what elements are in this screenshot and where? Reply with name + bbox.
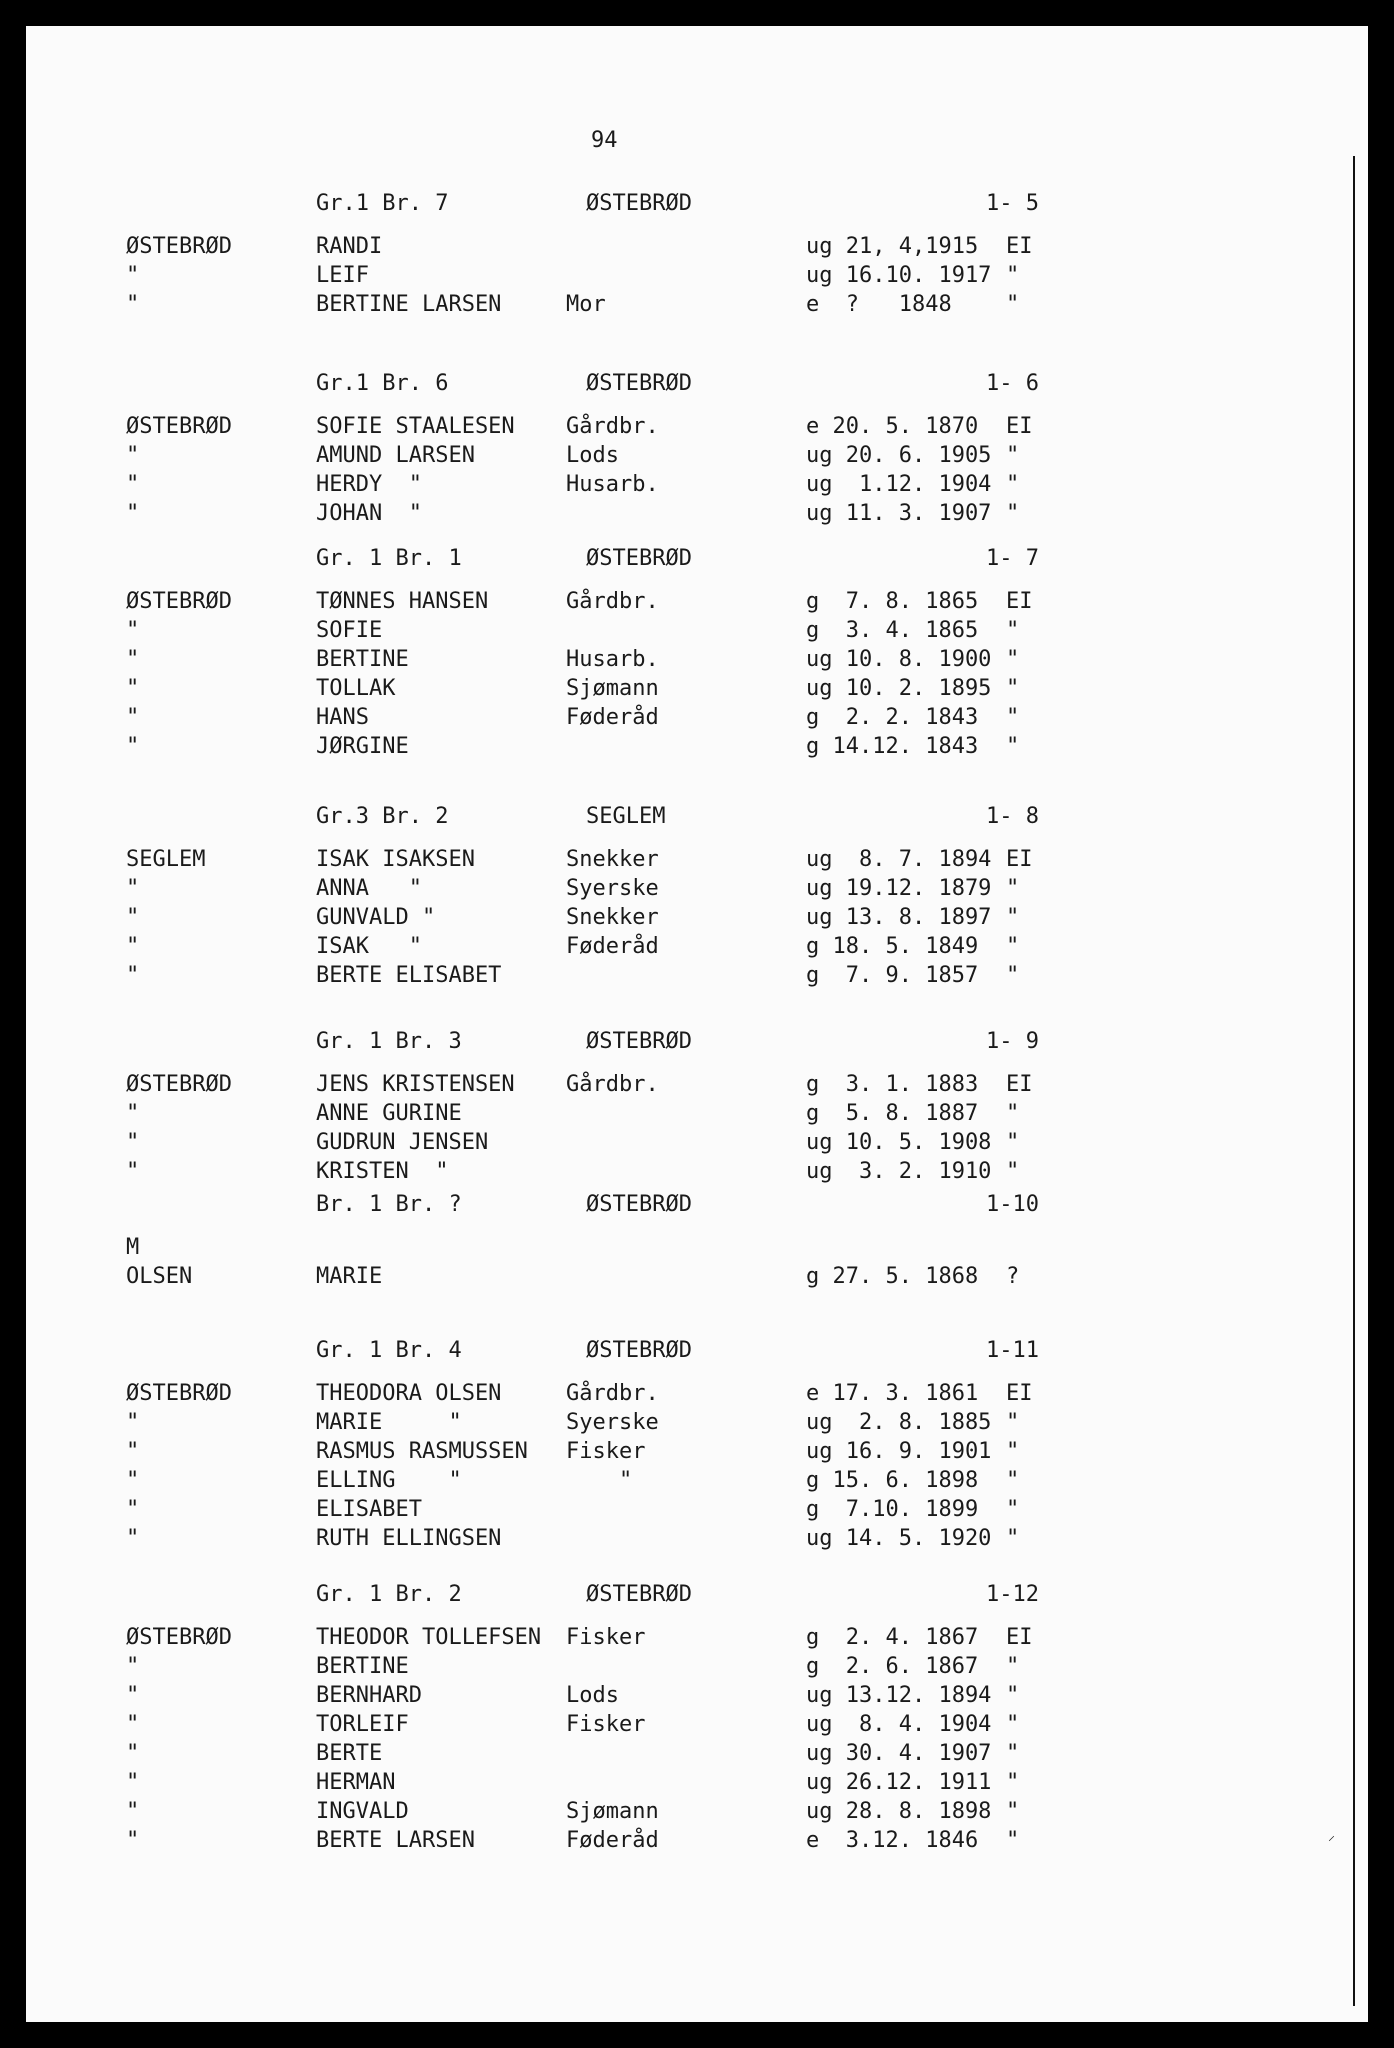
row-birth-date: g 18. 5. 1849	[806, 934, 979, 959]
row-birth-date: ug 19.12. 1879	[806, 876, 992, 901]
row-ref: "	[1006, 676, 1020, 701]
row-birth-date: e 17. 3. 1861	[806, 1381, 979, 1406]
row-place: "	[126, 1468, 140, 1493]
row-name: JOHAN "	[316, 501, 422, 526]
row-ref: "	[1006, 1130, 1020, 1155]
row-place: ØSTEBRØD	[126, 589, 232, 614]
row-name: ELISABET	[316, 1497, 422, 1522]
row-ref: "	[1006, 1410, 1020, 1435]
row-birth-date: g 2. 6. 1867	[806, 1654, 979, 1679]
row-place: "	[126, 1712, 140, 1737]
row-birth-date: g 7. 8. 1865	[806, 589, 979, 614]
row-name: JØRGINE	[316, 734, 409, 759]
row-birth-date: g 3. 1. 1883	[806, 1072, 979, 1097]
row-name: GUDRUN JENSEN	[316, 1130, 489, 1155]
row-occupation: Husarb.	[566, 647, 659, 672]
section-farm-name: ØSTEBRØD	[586, 1582, 692, 1607]
row-birth-date: ug 1.12. 1904	[806, 472, 992, 497]
row-birth-date: ug 10. 5. 1908	[806, 1130, 992, 1155]
row-birth-date: ug 16. 9. 1901	[806, 1439, 992, 1464]
row-place: "	[126, 1159, 140, 1184]
row-name: MARIE "	[316, 1410, 462, 1435]
section-farm-name: SEGLEM	[586, 804, 666, 829]
row-name: THEODOR TOLLEFSEN	[316, 1625, 542, 1650]
row-occupation: Sjømann	[566, 676, 659, 701]
row-occupation: Føderåd	[566, 934, 659, 959]
row-ref: "	[1006, 1439, 1020, 1464]
page-number: 94	[591, 128, 618, 153]
row-ref: "	[1006, 1497, 1020, 1522]
row-place: "	[126, 963, 140, 988]
row-place: "	[126, 1654, 140, 1679]
row-ref: EI	[1006, 589, 1033, 614]
row-place: "	[126, 1828, 140, 1853]
row-birth-date: e 20. 5. 1870	[806, 414, 979, 439]
section-gr-br: Gr. 1 Br. 1	[316, 546, 462, 571]
row-ref: "	[1006, 934, 1020, 959]
row-name: BERNHARD	[316, 1683, 422, 1708]
row-birth-date: g 2. 4. 1867	[806, 1625, 979, 1650]
row-occupation: Fisker	[566, 1439, 646, 1464]
row-ref: "	[1006, 1654, 1020, 1679]
section-gr-br: Gr.3 Br. 2	[316, 804, 449, 829]
row-birth-date: e 3.12. 1846	[806, 1828, 979, 1853]
section-farm-name: ØSTEBRØD	[586, 1338, 692, 1363]
row-name: HERDY "	[316, 472, 422, 497]
row-name: BERTINE	[316, 647, 409, 672]
row-occupation: Snekker	[566, 847, 659, 872]
row-birth-date: ug 8. 7. 1894	[806, 847, 992, 872]
section-gr-br: Gr. 1 Br. 2	[316, 1582, 462, 1607]
row-ref: EI	[1006, 1381, 1033, 1406]
row-occupation: Lods	[566, 1683, 619, 1708]
row-ref: EI	[1006, 234, 1033, 259]
row-place: ØSTEBRØD	[126, 414, 232, 439]
row-ref: EI	[1006, 1072, 1033, 1097]
section-code: 1- 5	[986, 191, 1039, 216]
row-occupation: Fisker	[566, 1625, 646, 1650]
row-birth-date: g 14.12. 1843	[806, 734, 979, 759]
row-birth-date: g 5. 8. 1887	[806, 1101, 979, 1126]
row-birth-date: ug 20. 6. 1905	[806, 443, 992, 468]
section-gr-br: Gr. 1 Br. 4	[316, 1338, 462, 1363]
row-place: ØSTEBRØD	[126, 1625, 232, 1650]
section-gr-br: Gr. 1 Br. 3	[316, 1029, 462, 1054]
row-birth-date: ug 10. 8. 1900	[806, 647, 992, 672]
row-ref: "	[1006, 618, 1020, 643]
row-name: ANNA "	[316, 876, 422, 901]
row-place: "	[126, 1799, 140, 1824]
row-occupation: Fisker	[566, 1712, 646, 1737]
row-birth-date: g 3. 4. 1865	[806, 618, 979, 643]
row-occupation: Syerske	[566, 876, 659, 901]
row-place: ØSTEBRØD	[126, 1381, 232, 1406]
row-birth-date: ug 30. 4. 1907	[806, 1741, 992, 1766]
row-occupation: Gårdbr.	[566, 1072, 659, 1097]
row-ref: "	[1006, 1101, 1020, 1126]
row-place: M	[126, 1235, 140, 1260]
row-birth-date: ug 28. 8. 1898	[806, 1799, 992, 1824]
row-name: TOLLAK	[316, 676, 396, 701]
section-gr-br: Gr.1 Br. 6	[316, 371, 449, 396]
row-name: HERMAN	[316, 1770, 396, 1795]
row-birth-date: ug 10. 2. 1895	[806, 676, 992, 701]
row-place: "	[126, 1526, 140, 1551]
row-ref: "	[1006, 1526, 1020, 1551]
row-birth-date: ug 14. 5. 1920	[806, 1526, 992, 1551]
row-place: ØSTEBRØD	[126, 1072, 232, 1097]
row-place: "	[126, 1130, 140, 1155]
row-ref: ?	[1006, 1264, 1020, 1289]
margin-rule	[1353, 156, 1355, 2006]
row-name: TØNNES HANSEN	[316, 589, 489, 614]
row-ref: "	[1006, 1828, 1020, 1853]
row-place: "	[126, 472, 140, 497]
row-birth-date: ug 21, 4,1915	[806, 234, 979, 259]
row-place: "	[126, 618, 140, 643]
row-occupation: Føderåd	[566, 705, 659, 730]
section-code: 1-12	[986, 1582, 1039, 1607]
document-page	[26, 26, 1368, 2022]
section-code: 1- 7	[986, 546, 1039, 571]
row-place: "	[126, 1410, 140, 1435]
row-place: "	[126, 676, 140, 701]
row-ref: "	[1006, 443, 1020, 468]
section-gr-br: Gr.1 Br. 7	[316, 191, 449, 216]
row-place: "	[126, 647, 140, 672]
row-place: "	[126, 1683, 140, 1708]
row-occupation: Husarb.	[566, 472, 659, 497]
row-occupation: Gårdbr.	[566, 414, 659, 439]
row-ref: "	[1006, 1683, 1020, 1708]
row-ref: EI	[1006, 414, 1033, 439]
row-place: "	[126, 934, 140, 959]
row-occupation: Føderåd	[566, 1828, 659, 1853]
row-name: MARIE	[316, 1264, 383, 1289]
row-place: "	[126, 705, 140, 730]
row-ref: "	[1006, 1468, 1020, 1493]
row-name: BERTE LARSEN	[316, 1828, 475, 1853]
row-birth-date: ug 26.12. 1911	[806, 1770, 992, 1795]
row-place: "	[126, 292, 140, 317]
row-birth-date: e ? 1848	[806, 292, 952, 317]
row-occupation: "	[566, 1468, 633, 1493]
section-farm-name: ØSTEBRØD	[586, 546, 692, 571]
row-name: ISAK ISAKSEN	[316, 847, 475, 872]
row-ref: "	[1006, 905, 1020, 930]
row-place: "	[126, 734, 140, 759]
row-birth-date: ug 3. 2. 1910	[806, 1159, 992, 1184]
row-ref: "	[1006, 472, 1020, 497]
section-code: 1- 8	[986, 804, 1039, 829]
row-place: "	[126, 1497, 140, 1522]
row-ref: "	[1006, 1159, 1020, 1184]
row-name: AMUND LARSEN	[316, 443, 475, 468]
row-name: BERTE	[316, 1741, 383, 1766]
section-code: 1-11	[986, 1338, 1039, 1363]
row-place: "	[126, 263, 140, 288]
row-birth-date: ug 2. 8. 1885	[806, 1410, 992, 1435]
margin-tick-mark: ⸝	[1328, 1828, 1335, 1844]
row-name: BERTINE	[316, 1654, 409, 1679]
row-ref: EI	[1006, 847, 1033, 872]
row-name: JENS KRISTENSEN	[316, 1072, 515, 1097]
row-place: "	[126, 1741, 140, 1766]
row-name: INGVALD	[316, 1799, 409, 1824]
row-birth-date: ug 13.12. 1894	[806, 1683, 992, 1708]
row-birth-date: ug 11. 3. 1907	[806, 501, 992, 526]
section-farm-name: ØSTEBRØD	[586, 1192, 692, 1217]
row-place: ØSTEBRØD	[126, 234, 232, 259]
row-birth-date: g 7.10. 1899	[806, 1497, 979, 1522]
row-occupation: Mor	[566, 292, 606, 317]
row-place: "	[126, 1439, 140, 1464]
row-place: SEGLEM	[126, 847, 206, 872]
row-occupation: Gårdbr.	[566, 1381, 659, 1406]
row-name: ISAK "	[316, 934, 422, 959]
row-name: SOFIE	[316, 618, 383, 643]
row-name: BERTE ELISABET	[316, 963, 502, 988]
row-name: HANS	[316, 705, 369, 730]
row-name: TORLEIF	[316, 1712, 409, 1737]
row-name: LEIF	[316, 263, 369, 288]
row-occupation: Snekker	[566, 905, 659, 930]
row-birth-date: ug 8. 4. 1904	[806, 1712, 992, 1737]
row-birth-date: g 2. 2. 1843	[806, 705, 979, 730]
row-name: ELLING "	[316, 1468, 462, 1493]
section-farm-name: ØSTEBRØD	[586, 1029, 692, 1054]
row-ref: "	[1006, 292, 1020, 317]
row-ref: "	[1006, 263, 1020, 288]
row-name: BERTINE LARSEN	[316, 292, 502, 317]
section-gr-br: Br. 1 Br. ?	[316, 1192, 462, 1217]
row-ref: "	[1006, 705, 1020, 730]
row-birth-date: ug 13. 8. 1897	[806, 905, 992, 930]
row-ref: "	[1006, 1770, 1020, 1795]
row-occupation: Sjømann	[566, 1799, 659, 1824]
row-birth-date: g 27. 5. 1868	[806, 1264, 979, 1289]
row-ref: "	[1006, 963, 1020, 988]
row-place: "	[126, 905, 140, 930]
row-ref: "	[1006, 501, 1020, 526]
row-occupation: Syerske	[566, 1410, 659, 1435]
section-farm-name: ØSTEBRØD	[586, 191, 692, 216]
row-ref: "	[1006, 647, 1020, 672]
row-ref: "	[1006, 1799, 1020, 1824]
section-code: 1- 6	[986, 371, 1039, 396]
row-place: OLSEN	[126, 1264, 193, 1289]
row-ref: "	[1006, 1712, 1020, 1737]
row-name: GUNVALD "	[316, 905, 436, 930]
row-place: "	[126, 876, 140, 901]
row-name: KRISTEN "	[316, 1159, 449, 1184]
row-place: "	[126, 501, 140, 526]
row-place: "	[126, 1770, 140, 1795]
row-occupation: Gårdbr.	[566, 589, 659, 614]
row-ref: "	[1006, 876, 1020, 901]
row-name: RASMUS RASMUSSEN	[316, 1439, 528, 1464]
row-birth-date: g 15. 6. 1898	[806, 1468, 979, 1493]
row-name: SOFIE STAALESEN	[316, 414, 515, 439]
section-farm-name: ØSTEBRØD	[586, 371, 692, 396]
section-code: 1- 9	[986, 1029, 1039, 1054]
row-name: RANDI	[316, 234, 383, 259]
row-place: "	[126, 443, 140, 468]
row-occupation: Lods	[566, 443, 619, 468]
row-ref: "	[1006, 734, 1020, 759]
row-place: "	[126, 1101, 140, 1126]
row-name: ANNE GURINE	[316, 1101, 462, 1126]
row-ref: "	[1006, 1741, 1020, 1766]
row-ref: EI	[1006, 1625, 1033, 1650]
row-birth-date: ug 16.10. 1917	[806, 263, 992, 288]
row-name: RUTH ELLINGSEN	[316, 1526, 502, 1551]
row-name: THEODORA OLSEN	[316, 1381, 502, 1406]
row-birth-date: g 7. 9. 1857	[806, 963, 979, 988]
section-code: 1-10	[986, 1192, 1039, 1217]
